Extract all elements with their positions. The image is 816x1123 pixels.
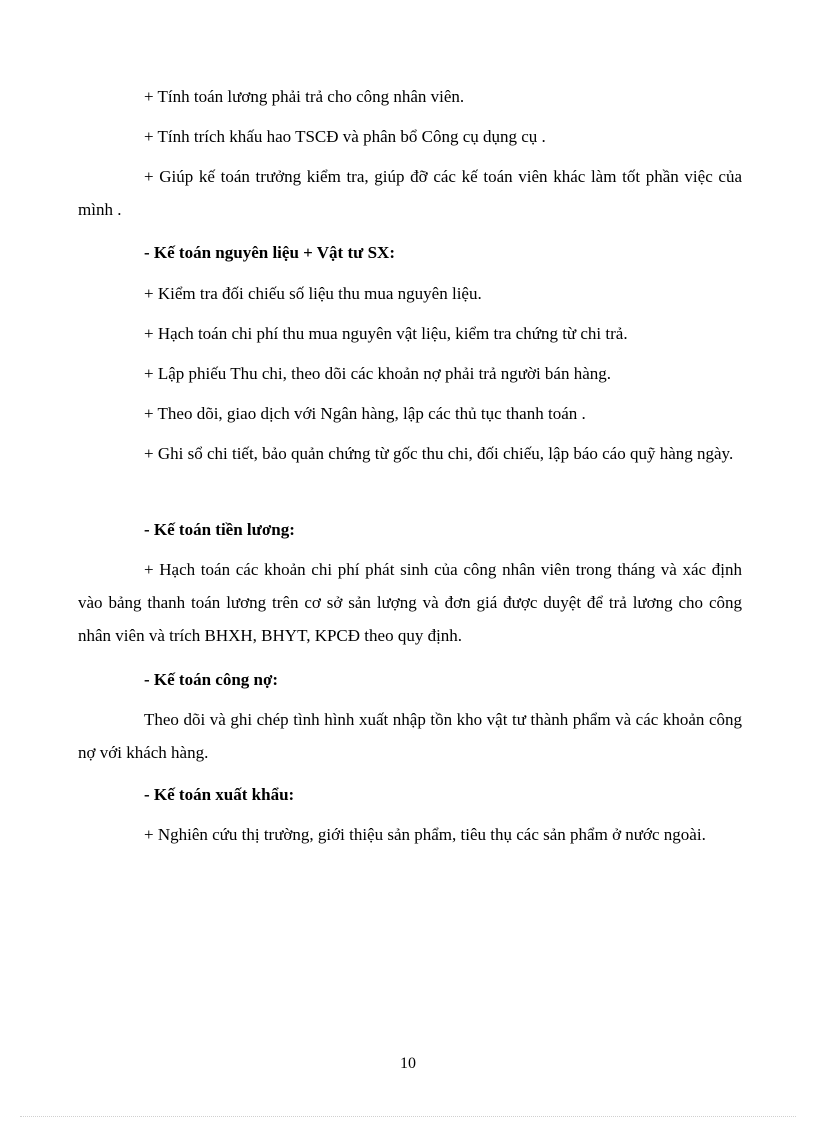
paragraph-ledger: + Ghi sổ chi tiết, bảo quản chứng từ gốc thu chi, đối chiếu, lập báo cáo quỹ hàng ngày.	[144, 444, 734, 463]
paragraph-depreciation: + Tính trích khấu hao TSCĐ và phân bổ Công cụ dụng cụ .	[144, 127, 546, 146]
paragraph-inventory: Theo dõi và ghi chép tình hình xuất nhập tồn kho vật tư thành phẩm và các khoản công nợ với khách hàng.	[78, 710, 742, 762]
paragraph-payroll: + Hạch toán các khoản chi phí phát sinh của công nhân viên trong tháng và xác định vào bảng thanh toán lương trên cơ sở sản lượng và đơn giá được duyệt để trả lương cho công nhân viên và trích BHXH, BHYT, KPCĐ theo quy định.	[78, 560, 742, 645]
heading-debt-accountant: - Kế toán công nợ:	[144, 670, 279, 689]
page-number: 10	[400, 1055, 416, 1072]
paragraph-check-data: + Kiểm tra đối chiếu số liệu thu mua nguyên liệu.	[144, 284, 482, 303]
paragraph-salary: + Tính toán lương phải trả cho công nhân viên.	[144, 87, 465, 106]
heading-export-accountant: - Kế toán xuất khẩu:	[144, 785, 295, 804]
paragraph-market-research: + Nghiên cứu thị trường, giới thiệu sản phẩm, tiêu thụ các sản phẩm ở nước ngoài.	[144, 825, 706, 844]
paragraph-assist-chief: + Giúp kế toán trưởng kiểm tra, giúp đỡ các kế toán viên khác làm tốt phần việc của mình .	[78, 167, 742, 219]
heading-materials-accountant: - Kế toán nguyên liệu + Vật tư SX:	[144, 243, 395, 262]
page-bottom-divider	[20, 1116, 796, 1117]
heading-payroll-accountant: - Kế toán tiền lương:	[144, 520, 295, 539]
paragraph-cost-accounting: + Hạch toán chi phí thu mua nguyên vật liệu, kiểm tra chứng từ chi trả.	[144, 324, 628, 343]
paragraph-receipts: + Lập phiếu Thu chi, theo dõi các khoản nợ phải trả người bán hàng.	[144, 364, 612, 383]
paragraph-bank: + Theo dõi, giao dịch với Ngân hàng, lập các thủ tục thanh toán .	[144, 404, 586, 423]
